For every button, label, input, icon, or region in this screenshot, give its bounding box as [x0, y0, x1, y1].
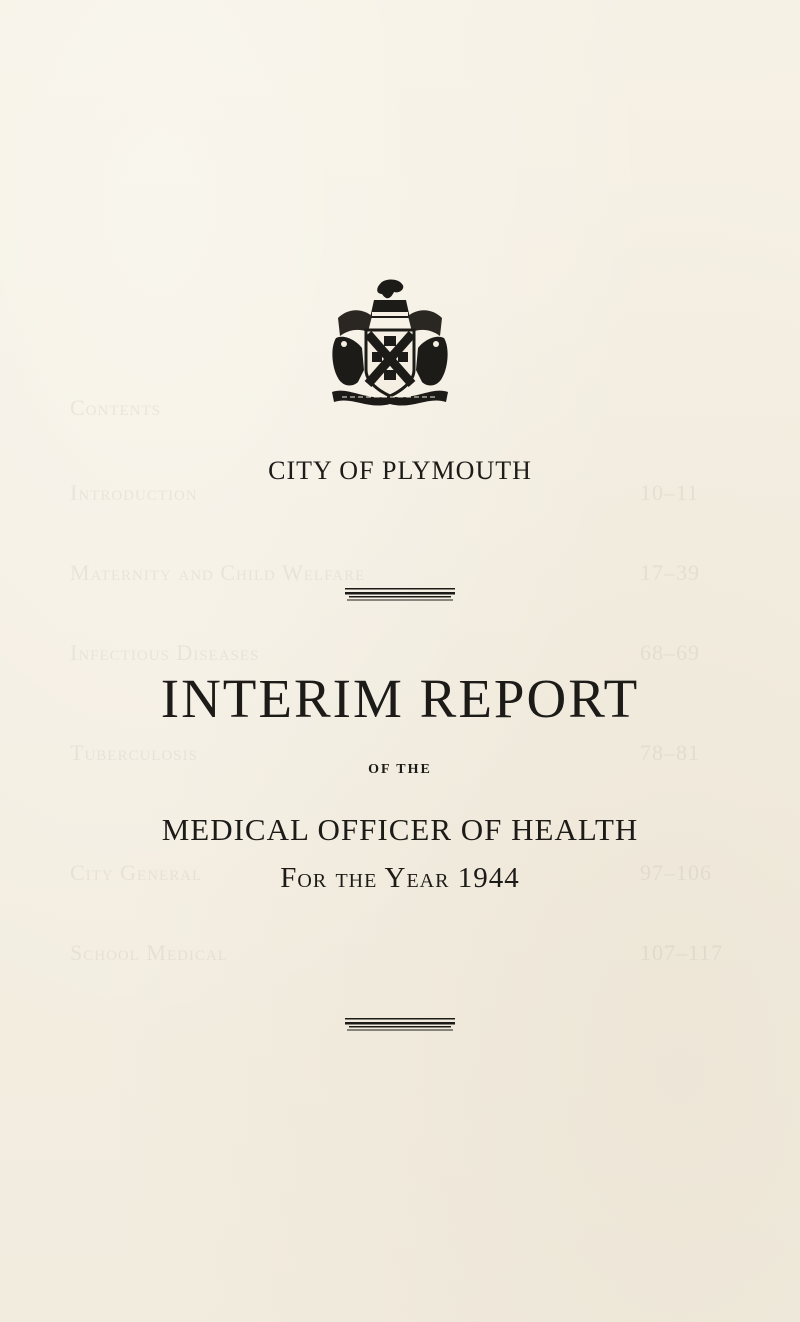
document-page: Contents Introduction Maternity and Child Welfare Infectious Diseases Tuberculosis City General School Medical 10–11 17–39 68–69 78–81 97–106 107–117 CITY OF PLYMOUTH INTERIM REPORT OF THE MEDICAL OFFICER OF HEALTH For the Year 1944 [0, 0, 800, 1322]
decorative-rule-lower [0, 1018, 800, 1032]
subtitle-of-the: OF THE [368, 762, 432, 777]
report-year: For the Year 1944 [280, 862, 520, 894]
decorative-rule-upper [0, 588, 800, 602]
coat-of-arms-icon [328, 278, 452, 412]
city-name-heading: CITY OF PLYMOUTH [268, 456, 532, 485]
officer-title: MEDICAL OFFICER OF HEALTH [161, 812, 639, 847]
report-title: INTERIM REPORT [160, 668, 640, 729]
